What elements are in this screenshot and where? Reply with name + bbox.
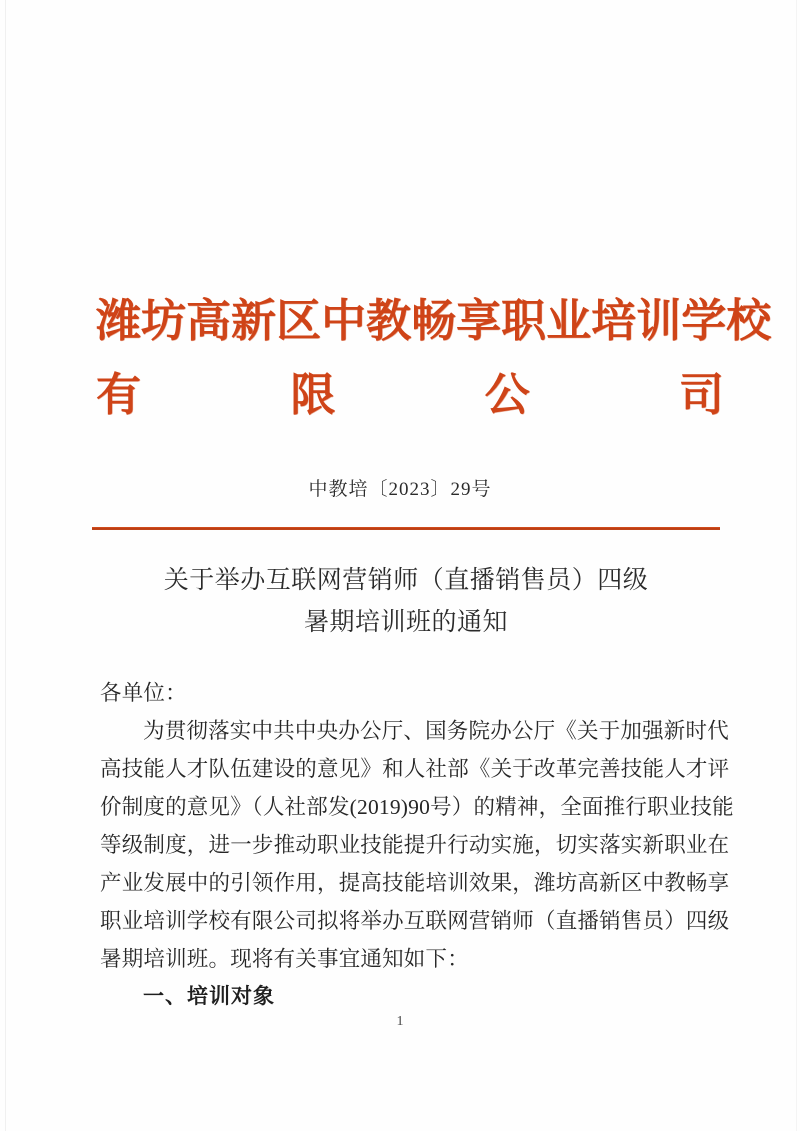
letterhead-char: 高 <box>186 296 232 346</box>
letterhead-char: 有 <box>96 370 142 420</box>
document-number: 中教培〔2023〕29号 <box>308 479 492 500</box>
letterhead-line-2 <box>96 366 724 424</box>
body-paragraph-line: 暑期培训班。现将有关事宜通知如下： <box>100 947 469 971</box>
letterhead-char: 训 <box>636 296 682 346</box>
letterhead-divider-rule <box>92 527 720 530</box>
letterhead-char: 职 <box>501 296 547 346</box>
letterhead-char: 坊 <box>141 296 187 346</box>
body-paragraph-line: 高技能人才队伍建设的意见》和人社部《关于改革完善技能人才评 <box>100 757 730 781</box>
document-title-line-2: 暑期培训班的通知 <box>303 609 508 636</box>
letterhead-char: 新 <box>231 296 277 346</box>
scan-edge-left <box>5 0 6 1131</box>
body-paragraph-line: 产业发展中的引领作用，提高技能培训效果，潍坊高新区中教畅享 <box>100 871 730 895</box>
letterhead-char: 区 <box>276 296 322 346</box>
letterhead-char: 教 <box>366 296 412 346</box>
letterhead-char: 司 <box>678 370 724 420</box>
letterhead-char: 享 <box>456 296 502 346</box>
letterhead-char: 中 <box>321 296 367 346</box>
letterhead-char: 培 <box>591 296 637 346</box>
scan-edge-right <box>796 0 797 1131</box>
body-paragraph-line: 为贯彻落实中共中央办公厅、国务院办公厅《关于加强新时代 <box>143 719 729 743</box>
letterhead-char: 业 <box>546 296 592 346</box>
letterhead <box>96 292 772 424</box>
document-body <box>100 674 734 1016</box>
page-number: 1 <box>396 1014 404 1029</box>
letterhead-char: 潍 <box>96 296 142 346</box>
letterhead-char: 公 <box>484 370 530 420</box>
body-paragraph-line: 价制度的意见》（人社部发(2019)90号）的精神，全面推行职业技能 <box>100 795 734 819</box>
letterhead-char: 畅 <box>411 296 457 346</box>
letterhead-line-1 <box>96 292 772 350</box>
document-title <box>100 560 712 644</box>
body-salutation: 各单位： <box>100 681 187 705</box>
document-title-line-1: 关于举办互联网营销师（直播销售员）四级 <box>163 567 649 594</box>
letterhead-char: 校 <box>726 296 772 346</box>
body-section-heading-1: 一、培训对象 <box>143 985 275 1008</box>
body-paragraph-line: 等级制度，进一步推动职业技能提升行动实施，切实落实新职业在 <box>100 833 730 857</box>
body-paragraph-line: 职业培训学校有限公司拟将举办互联网营销师（直播销售员）四级 <box>100 909 730 933</box>
letterhead-char: 学 <box>681 296 727 346</box>
letterhead-char: 限 <box>290 370 336 420</box>
